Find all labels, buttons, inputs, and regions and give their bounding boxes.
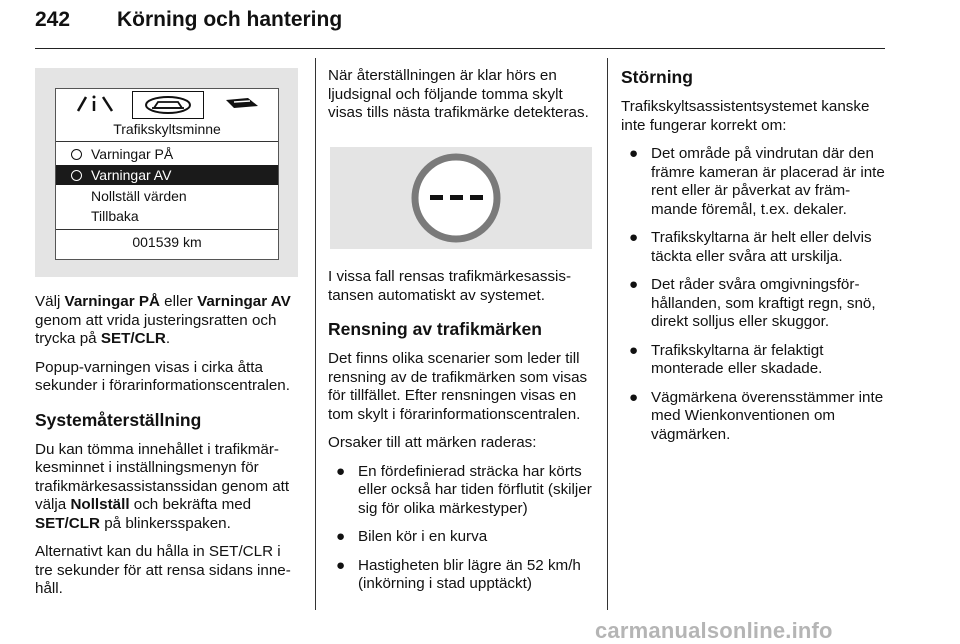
malfunction-list <box>621 145 887 444</box>
reasons-list <box>328 463 594 594</box>
list-item: ● Det område på vindrutan där den främre kameran är placerad är inte rent eller är påverkat av främmande föremål, t.ex. dekaler. <box>629 145 885 218</box>
column-1 <box>35 293 301 609</box>
display-menu-item-back: Tillbaka <box>91 208 139 224</box>
paragraph-scenarios: Det finns olika scenarier som leder till rensning av de trafikmärken som visas för tillfället. Efter rensningen visas en tom skylt i förarinformationscentralen. <box>328 350 588 423</box>
column-3 <box>621 67 887 454</box>
paragraph-may-not-work: Trafikskyltsassistentsystemet kanske inte fungerar korrekt om: <box>621 98 870 134</box>
display-odometer: 001539 km <box>132 234 202 250</box>
radio-icon <box>71 149 82 160</box>
heading-sign-clearing: Rensning av trafikmärken <box>328 319 542 339</box>
list-item: ● En fördefinierad sträcka har körts eller också har tiden förflutit (skiljer sig för olika märkestyper) <box>336 462 592 517</box>
header-divider <box>35 48 885 49</box>
heading-malfunction: Störning <box>621 67 693 87</box>
paragraph-clear-memory: Du kan tömma innehållet i trafikmärkesminnet i inställningsmenyn för trafikmärkesassistanssidan genom att välja Nollställ och bekräfta med SET/CLR på blinkersspaken. <box>35 440 290 532</box>
paragraph-select-warnings: Välj Varningar PÅ eller Varningar AV genom att vrida justeringsratten och trycka på SET/CLR. <box>35 293 291 347</box>
info-display-illustration <box>35 68 298 277</box>
page-number: 242 <box>35 8 71 31</box>
empty-sign-icon <box>330 147 592 249</box>
list-item: ● Vägmärkena överensstämmer inte med Wienkonventionen om vägmärken. <box>629 388 884 443</box>
car-icon <box>132 91 204 119</box>
column-divider-1 <box>315 58 316 610</box>
paragraph-auto-clear: I vissa fall rensas trafikmärkesassistansen automatiskt av systemet. <box>328 268 572 304</box>
display-screen <box>55 88 279 260</box>
list-item: ● Bilen kör i en kurva <box>336 528 488 545</box>
display-menu-item-warnings-on: Varningar PÅ <box>56 144 278 164</box>
column-divider-2 <box>607 58 608 610</box>
column-2-bottom <box>328 268 594 604</box>
list-item: ● Trafikskyltarna är helt eller delvis täckta eller svåra att urskilja. <box>629 229 872 265</box>
display-title-divider <box>56 141 278 142</box>
sign-lines-icon <box>64 91 126 117</box>
column-2-top <box>328 67 594 133</box>
empty-sign-illustration <box>330 147 592 249</box>
display-menu-item-warnings-off: Varningar AV <box>56 165 278 185</box>
display-tabs <box>56 89 278 119</box>
road-icon <box>212 91 272 117</box>
paragraph-alternative: Alternativt kan du hålla in SET/CLR i tre sekunder för att rensa sidans innehåll. <box>35 543 291 597</box>
display-bottom-divider <box>56 229 278 230</box>
list-item: ● Det råder svåra omgivningsförhållanden, som kraftigt regn, snö, direkt solljus eller skuggor. <box>629 276 876 330</box>
list-item: ● Trafikskyltarna är felaktigt monterade eller skadade. <box>629 341 824 377</box>
paragraph-popup: Popup-varningen visas i cirka åtta sekunder i förarinformationscentralen. <box>35 358 290 394</box>
display-menu-item-reset: Nollställ värden <box>91 188 187 204</box>
radio-icon <box>71 170 82 181</box>
heading-system-reset: Systemåterställning <box>35 409 202 430</box>
paragraph-reset-complete: När återställningen är klar hörs en ljudsignal och följande tomma skylt visas tills nästa trafikmärke detekteras. <box>328 67 589 121</box>
page-header <box>35 4 885 46</box>
paragraph-reasons: Orsaker till att märken raderas: <box>328 434 537 451</box>
display-menu-title: Trafikskyltsminne <box>113 121 221 137</box>
chapter-title: Körning och hantering <box>117 8 343 31</box>
watermark: carmanualsonline.info <box>595 618 833 643</box>
list-item: ● Hastigheten blir lägre än 52 km/h (inkörning i stad upptäckt) <box>336 556 581 592</box>
